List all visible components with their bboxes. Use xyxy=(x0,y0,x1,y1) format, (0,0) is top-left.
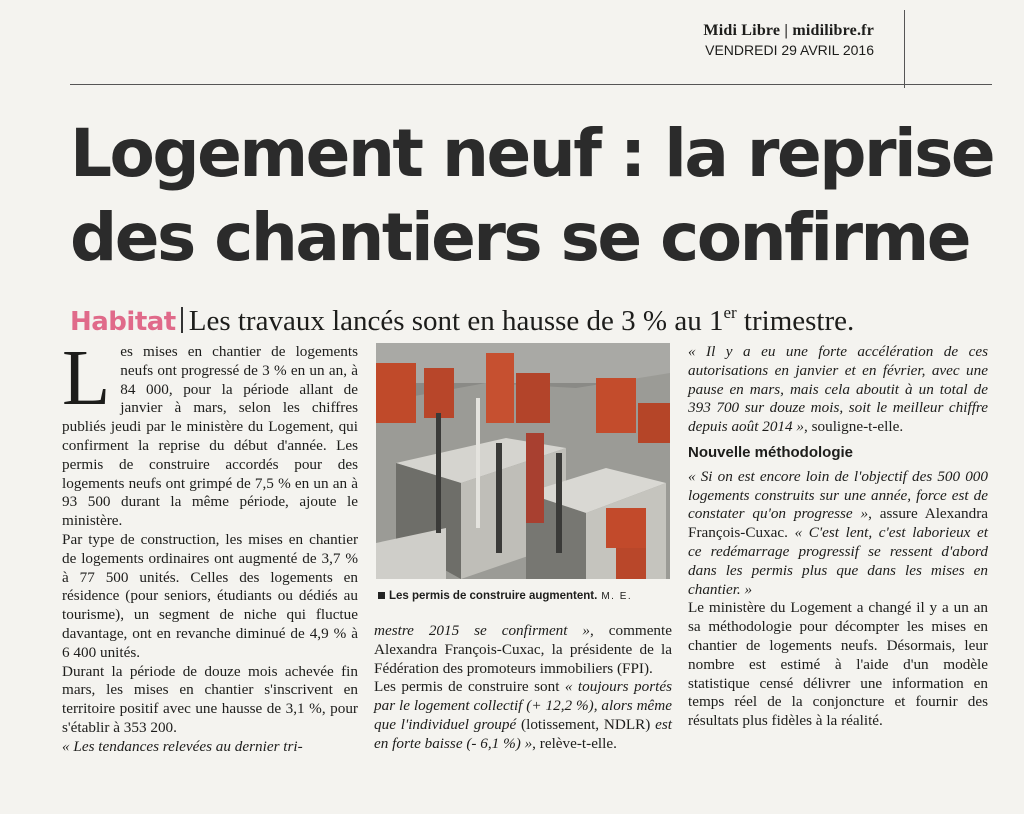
headline-line-1: Logement neuf : la reprise xyxy=(70,115,994,192)
article-column-2 xyxy=(374,622,672,754)
masthead-divider xyxy=(904,10,905,88)
headline-line-2: des chantiers se confirme xyxy=(70,199,970,276)
paragraph-6 xyxy=(374,678,672,753)
caption-text: Les permis de construire augmentent. xyxy=(389,590,598,602)
rubric-label: Habitat xyxy=(70,307,176,337)
caption-square-icon xyxy=(378,592,385,599)
photo-credit: M. E. xyxy=(601,591,633,602)
article-column-3 xyxy=(688,343,988,731)
paragraph-6-a: Les permis de construire sont xyxy=(374,678,565,696)
paragraph-6-b: (lotissement, NDLR) xyxy=(516,715,656,733)
subheadline xyxy=(70,296,990,339)
construction-site-photo xyxy=(376,343,670,579)
paragraph-8-text: , assure Alexandra François-Cuxac. xyxy=(688,505,988,542)
paragraph-8-quote-2: « C'est lent, c'est laborieux et ce redémarrage progressif se ressent d'abord dans les permis plus que dans les mises en chantier. » xyxy=(688,524,988,598)
paragraph-8-quote-1: « Si on est encore loin de l'objectif des 500 000 logements construits sur une année, force est de constater qu'on progresse » xyxy=(688,467,988,523)
paragraph-7-text: , souligne-t-elle. xyxy=(804,418,904,436)
newspaper-brand: Midi Libre | midilibre.fr xyxy=(703,22,874,39)
construction-site-image xyxy=(376,343,670,579)
masthead xyxy=(703,22,874,58)
paragraph-9: Le ministère du Logement a changé il y a un an sa méthodologie pour décompter les mises en chantier de logements neufs. Désormais, leur nombre est estimé à l'aide d'un modèle statistique censé délivrer une information en temps réel de la conjoncture et fournir des résultats plus fidèles à la réalité. xyxy=(688,599,988,730)
paragraph-1: es mises en chantier de logements neufs ont progressé de 3 % en un an, à 84 000, pour la période allant de janvier à mars, selon les chiffres publiés jeudi par le ministère du Logement, qui confirment la reprise du début d'année. Les permis de construire accordés pour des logements neufs ont grimpé de 7,5 % en un an à 93 500 durant la même période, ajoute le ministère. xyxy=(62,343,358,530)
paragraph-5-text: , commente Alexandra François-Cuxac, la présidente de la Fédération des promoteurs immobiliers (FPI). xyxy=(374,622,672,677)
paragraph-3: Durant la période de douze mois achevée fin mars, les mises en chantier s'inscrivent en territoire positif avec une hausse de 3,1 %, pour s'établir à 353 200. xyxy=(62,662,358,736)
headline xyxy=(70,112,1000,280)
paragraph-7-quote: « Il y a eu une forte accélération de ces autorisations en janvier et en février, avec une pause en mars, mais cela aboutit à un total de 393 700 sur douze mois, soit le meilleur chiffre depuis août 2014 » xyxy=(688,343,988,436)
photo-caption xyxy=(378,590,670,602)
paragraph-2: Par type de construction, les mises en chantier de logements ordinaires ont augmenté de 3,7 % à 77 500 unités. Celles des logements en résidence (pour seniors, étudiants ou dédiés au tourisme), un segment de niche qui fluctue davantage, ont en revanche diminué de 4,9 % à 6 400 unités. xyxy=(62,530,358,661)
paragraph-7 xyxy=(688,343,988,437)
rubric-separator xyxy=(181,307,183,333)
paragraph-8 xyxy=(688,468,988,600)
paragraph-5 xyxy=(374,622,672,678)
publication-date: VENDREDI 29 AVRIL 2016 xyxy=(705,42,874,58)
quote-continuation: mestre 2015 se confirment » xyxy=(374,622,591,639)
top-rule xyxy=(70,84,992,85)
paragraph-4: « Les tendances relevées au dernier tri- xyxy=(62,737,303,755)
paragraph-6-quote-1: « toujours portés par le logement collectif (+ 12,2 %), alors même que l'individuel groupé xyxy=(374,678,672,733)
subhead-superscript: er xyxy=(723,303,737,322)
article-column-1 xyxy=(62,335,358,757)
subhead-tail: trimestre. xyxy=(736,305,855,337)
subhead-text: Les travaux lancés sont en hausse de 3 % au 1 xyxy=(188,305,724,337)
paragraph-6-c: , relève-t-elle. xyxy=(532,734,617,752)
intertitle: Nouvelle méthodologie xyxy=(688,443,854,461)
paragraph-6-quote-2: est en forte baisse (- 6,1 %) » xyxy=(374,715,673,752)
drop-cap: L xyxy=(62,335,111,422)
